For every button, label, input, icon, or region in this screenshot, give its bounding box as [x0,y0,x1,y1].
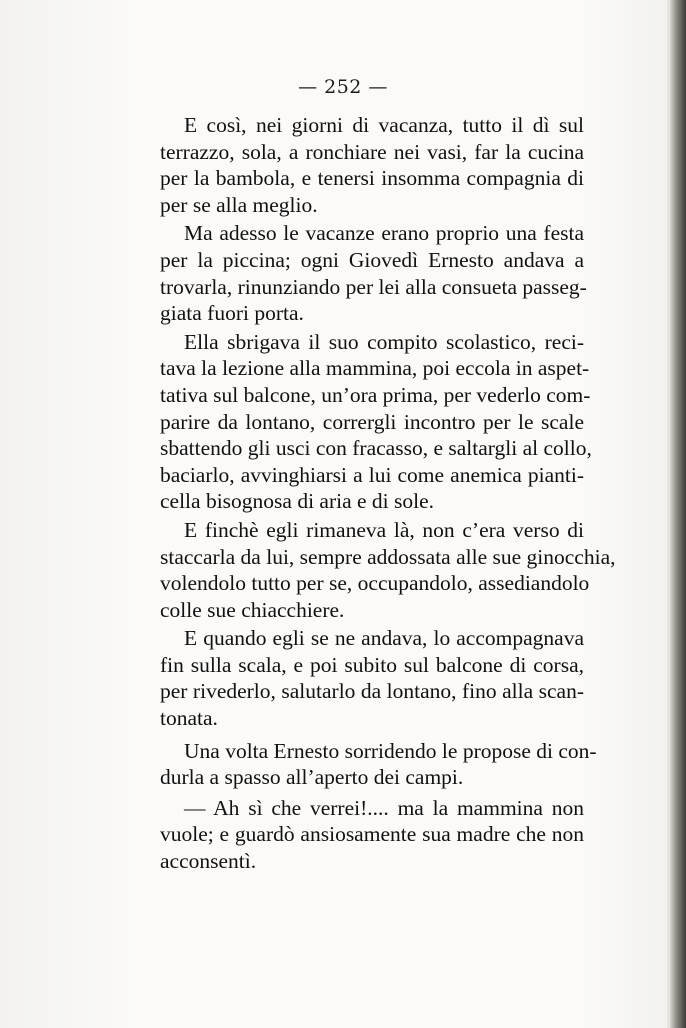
paragraph [136,220,587,326]
text-line: Una volta Ernesto sorridendo le propose di con- [184,738,597,763]
text-line: per la piccina; ogni Giovedì Ernesto andava a [160,247,584,272]
text-line: parire da lontano, corrergli incontro per le scale [160,409,584,434]
text-line: durla a spasso all’aperto dei campi. [160,765,464,790]
text-line: per rivederlo, salutarlo da lontano, fino alla scan- [160,679,584,704]
page-number: — 252 — [298,76,388,98]
text-line: trovarla, rinunziando per lei alla consueta passeg- [160,274,587,299]
text-line: E quando egli se ne andava, lo accompagnava [184,626,584,651]
text-line: E così, nei giorni di vacanza, tutto il dì sul [184,113,584,137]
text-line: tava la lezione alla mammina, poi eccola in aspet- [160,356,590,381]
paragraph [136,795,584,875]
body-text [136,112,616,875]
text-line: — Ah sì che verrei!.... ma la mammina non [184,795,584,820]
text-line: tonata. [160,706,218,731]
text-line: Ella sbrigava il suo compito scolastico, reci- [184,329,584,354]
text-line: sbattendo gli usci con fracasso, e saltargli al collo, [160,436,592,461]
book-spine [670,0,686,1028]
text-line: per la bambola, e tenersi insomma compagnia di [160,166,584,191]
text-line: colle sue chiacchiere. [160,597,345,622]
text-line: volendolo tutto per se, occupandolo, assediandolo [160,571,590,596]
text-line: acconsentì. [160,849,257,874]
paragraph [136,738,597,791]
text-line: Ma adesso le vacanze erano proprio una festa [184,221,584,246]
text-line: vuole; e guardò ansiosamente sua madre che non [160,822,584,847]
paragraph [136,112,584,218]
text-line: giata fuori porta. [160,301,304,326]
text-line: baciarlo, avvinghiarsi a lui come anemica pianti- [160,462,584,487]
text-line: staccarla da lui, sempre addossata alle sue ginocchia, [160,544,616,569]
paragraph [136,625,584,731]
text-line: terrazzo, sola, a ronchiare nei vasi, far la cucina [160,139,584,164]
paragraph [136,329,592,515]
paragraph [136,517,616,623]
text-line: cella bisognosa di aria e di sole. [160,489,435,514]
text-line: E finchè egli rimaneva là, non c’era verso di [184,517,584,542]
text-line: fin sulla scala, e poi subito sul balcone di corsa, [160,652,584,677]
text-line: tativa sul balcone, un’ora prima, per vederlo com- [160,382,591,407]
text-line: per se alla meglio. [160,192,318,217]
